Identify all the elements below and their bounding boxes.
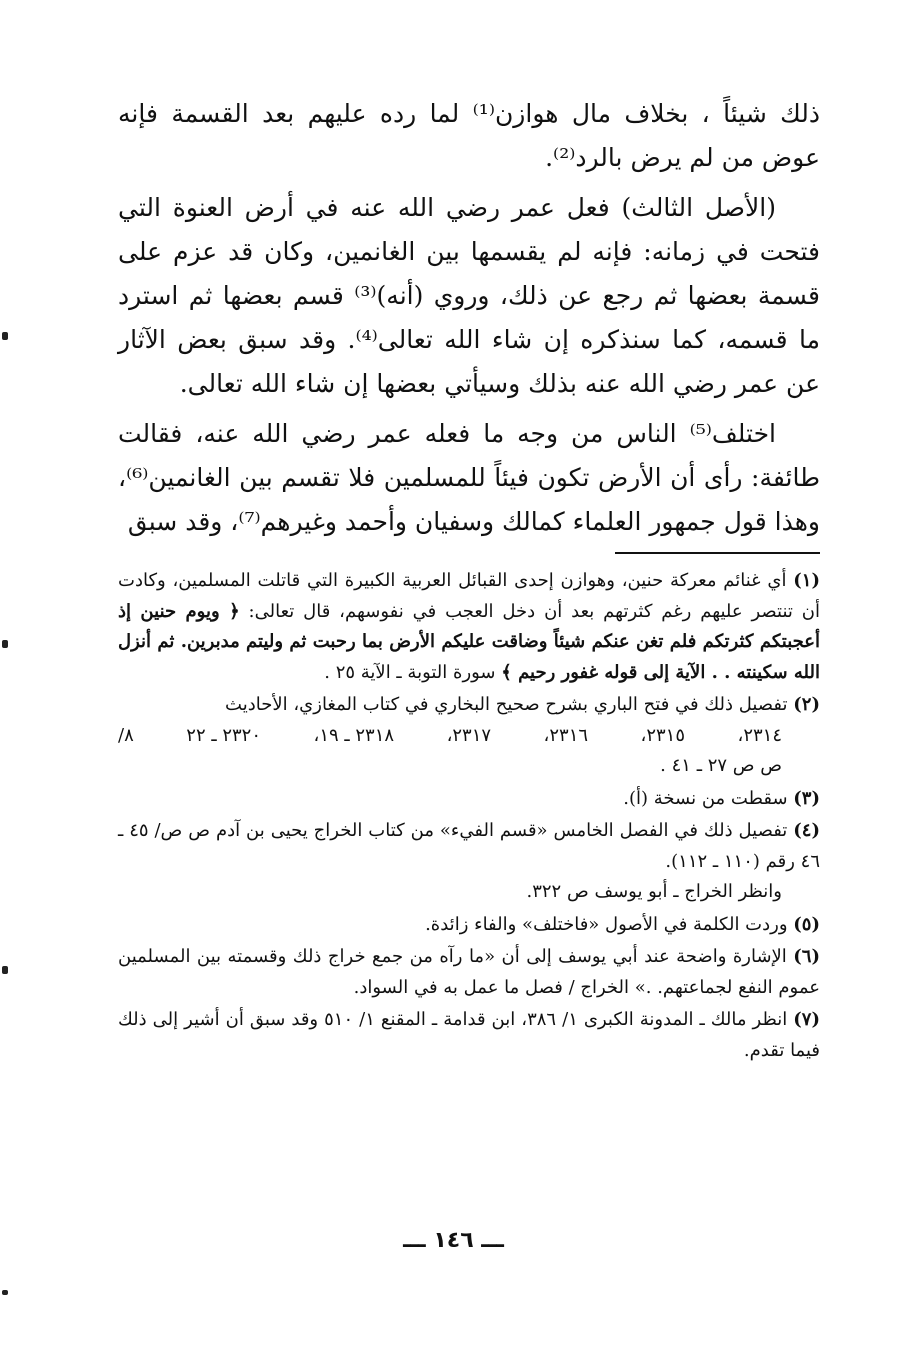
footnote-number: (٦): [793, 946, 820, 967]
scan-mark: [2, 1290, 8, 1295]
page-content: [118, 92, 820, 1068]
footnote-number: (٣): [793, 787, 820, 809]
footnote-2: [118, 690, 820, 782]
footnote-text: وانظر الخراج ـ أبو يوسف ص ٣٢٢.: [526, 881, 782, 902]
footnote-number: (٤): [793, 820, 820, 841]
hadith-number: ٢٣١٤،: [737, 724, 782, 746]
hadith-numbers: [118, 721, 820, 752]
body-paragraph-2: (الأصل الثالث) فعل عمر رضي الله عنه في أرض العنوة التي فتحت في زمانه: فإنه لم يقسمها بين الغانمين، وكان قد عزم على قسمة بعضها ثم رجع عن ذلك، وروي (أنه)⁽³⁾ قسم بعضها ثم استرد ما قسمه، كما سنذكره إن شاء الله تعالى⁽⁴⁾. وقد سبق بعض الآثار عن عمر رضي الله عنه بذلك وسيأتي بعضها إن شاء الله تعالى.: [118, 193, 820, 398]
footnote-text: تفصيل ذلك في فتح الباري بشرح صحيح البخاري في كتاب المغازي، الأحاديث: [225, 694, 788, 715]
hadith-number: ٢٣١٥،: [640, 724, 686, 746]
scan-mark: [2, 640, 8, 648]
footnote-text: سورة التوبة ـ الآية ٢٥ .: [324, 661, 496, 683]
footnote-separator: [615, 552, 820, 554]
footnote-1: [118, 566, 820, 688]
footnote-text: سقطت من نسخة (أ).: [623, 787, 788, 809]
footnote-text: تفصيل ذلك في الفصل الخامس «قسم الفيء» من كتاب الخراج يحيى بن آدم ص ص/ ٤٥ ـ ٤٦ رقم (١١٠ ـ ١١٢).: [118, 820, 820, 872]
hadith-number: ٢٣١٦،: [543, 724, 589, 746]
footnote-7: [118, 1005, 820, 1066]
footnote-number: (٧): [793, 1009, 820, 1030]
footnote-6: [118, 942, 820, 1003]
footnote-text: وردت الكلمة في الأصول «فاختلف» والفاء زائدة.: [425, 913, 788, 935]
scan-mark: [2, 966, 8, 974]
footnote-text: ص ص ٢٧ ـ ٤١ .: [660, 755, 782, 776]
footnote-number: (٥): [793, 913, 820, 935]
body-paragraph-3: اختلف⁽⁵⁾ الناس من وجه ما فعله عمر رضي الله عنه، فقالت طائفة: رأى أن الأرض تكون فيئاً للمسلمين فلا تقسم بين الغانمين⁽⁶⁾، وهذا قول جمهور العلماء كمالك وسفيان وأحمد وغيرهم⁽⁷⁾، وقد سبق: [118, 419, 820, 536]
hadith-number: ٢٣٢٠ ـ ٢٢: [186, 724, 262, 746]
footnote-number: (١): [793, 570, 820, 591]
footnote-number: (٢): [793, 694, 820, 715]
hadith-number: ٨/: [118, 724, 134, 746]
body-paragraph-1: ذلك شيئاً ، بخلاف مال هوازن⁽¹⁾ لما رده عليهم بعد القسمة فإنه عوض من لم يرض بالرد⁽²⁾.: [118, 99, 820, 172]
scan-mark: [2, 332, 8, 340]
hadith-number: ٢٣١٧،: [446, 724, 492, 746]
quran-verse: ﴿ ويوم حنين إذ أعجبتكم كثرتكم فلم تغن عنكم شيئاً وضاقت عليكم الأرض بما رحبت ثم وليتم مدبرين. ثم أنزل الله سكينته . . الآية إلى قوله غفور رحيم ﴾: [118, 600, 820, 683]
footnote-4: [118, 816, 820, 908]
footnote-text: الإشارة واضحة عند أبي يوسف إلى أن «ما رآه من جمع خراج ذلك وقسمته بين المسلمين عموم النفع لجماعتهم. .» الخراج / فصل ما عمل به في السواد.: [118, 946, 820, 998]
footnote-3: [118, 784, 820, 815]
footnote-text: انظر مالك ـ المدونة الكبرى ١/ ٣٨٦، ابن قدامة ـ المقنع ١/ ٥١٠ وقد سبق أن أشير إلى ذلك فيما تقدم.: [118, 1009, 820, 1061]
hadith-number: ٢٣١٨ ـ ١٩،: [313, 724, 395, 746]
page-number: ـــ ١٤٦ ـــ: [403, 1228, 504, 1253]
footnote-5: [118, 910, 820, 941]
footnote-text: أي غنائم معركة حنين، وهوازن إحدى القبائل العربية الكبيرة التي قاتلت المسلمين، وكادت أن تنتصر عليهم رغم كثرتهم بعد أن دخل العجب في نفوسهم، قال تعالى:: [118, 570, 820, 622]
